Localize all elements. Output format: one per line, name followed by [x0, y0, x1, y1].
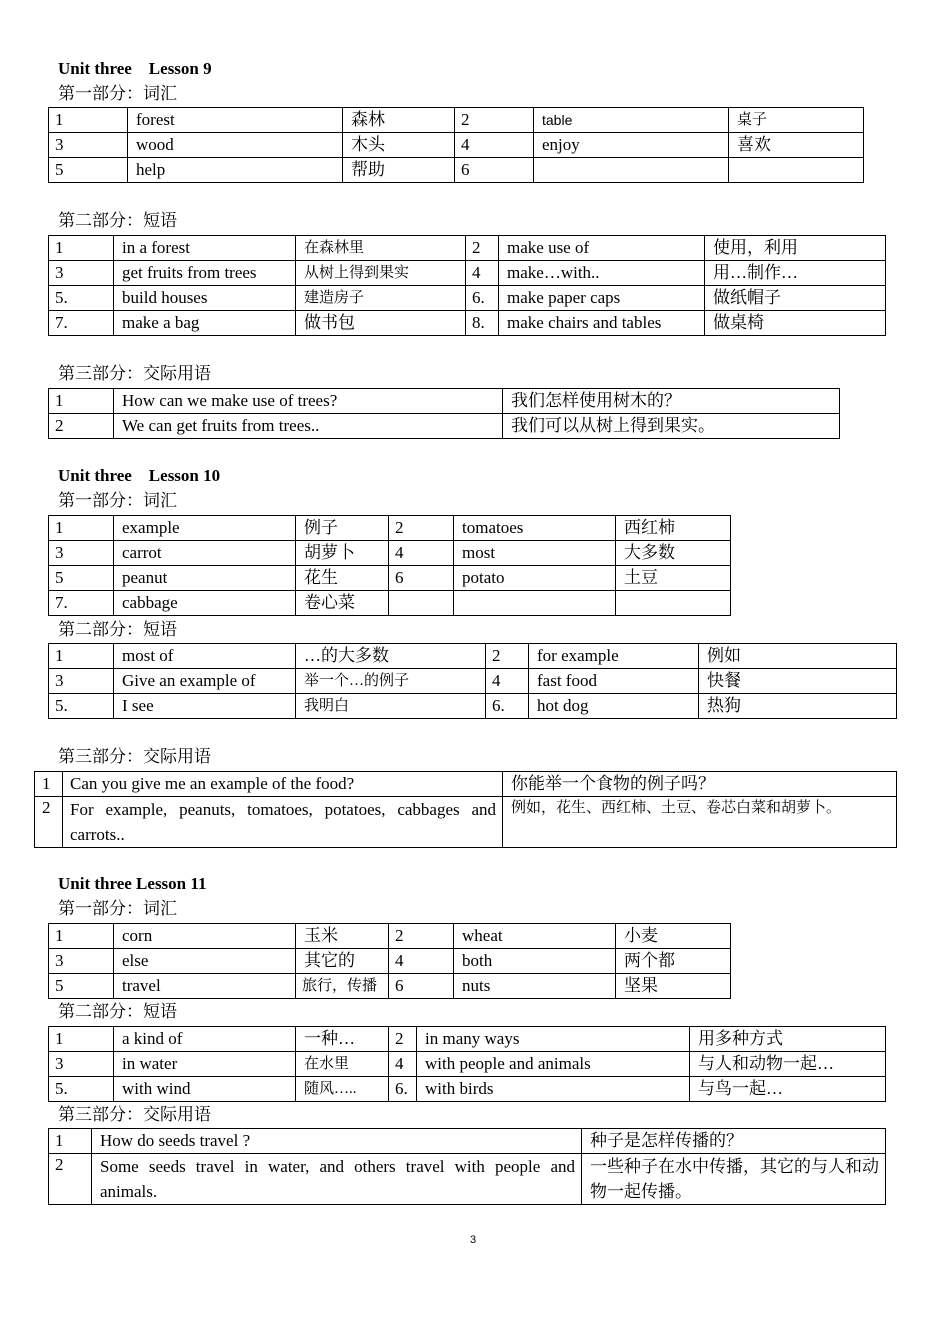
table-cell: 从树上得到果实: [296, 261, 466, 286]
table-cell: 2: [466, 236, 499, 261]
table-row: [49, 949, 731, 974]
table-cell: 与鸟一起…: [690, 1077, 886, 1102]
table-cell: 4: [466, 261, 499, 286]
table-cell: in water: [114, 1052, 296, 1077]
table-row: [49, 541, 731, 566]
table-row: [49, 516, 731, 541]
table-cell: 建造房子: [296, 286, 466, 311]
table-cell: 6.: [389, 1077, 417, 1102]
table-cell: forest: [128, 108, 343, 133]
table-cell: example: [114, 516, 296, 541]
table-row: [49, 1027, 886, 1052]
lesson10-talk-table: [34, 771, 897, 848]
table-cell: 在水里: [296, 1052, 389, 1077]
table-cell: 1: [35, 772, 63, 797]
table-row: [49, 644, 897, 669]
table-cell: in many ways: [417, 1027, 690, 1052]
table-cell: corn: [114, 924, 296, 949]
table-cell: potato: [454, 566, 616, 591]
table-row: [49, 414, 840, 439]
table-cell: 3: [49, 261, 114, 286]
table-cell: wheat: [454, 924, 616, 949]
table-cell: get fruits from trees: [114, 261, 296, 286]
table-row: [49, 974, 731, 999]
table-cell: in a forest: [114, 236, 296, 261]
lesson10-talk-heading: 第三部分：交际用语: [58, 747, 211, 766]
lesson10-vocab-heading: 第一部分：词汇: [58, 491, 177, 510]
table-cell: 6: [455, 158, 534, 183]
lesson9-phrase-heading: 第二部分：短语: [58, 211, 177, 230]
table-cell: for example: [529, 644, 699, 669]
table-row: [49, 286, 886, 311]
lesson9-title: Unit three Lesson 9: [58, 59, 212, 78]
table-cell: with birds: [417, 1077, 690, 1102]
table-row: [49, 133, 864, 158]
table-cell: table: [534, 108, 729, 133]
table-cell: 4: [389, 1052, 417, 1077]
table-cell: How can we make use of trees?: [114, 389, 503, 414]
table-cell: How do seeds travel ?: [92, 1129, 582, 1154]
table-cell: 胡萝卜: [296, 541, 389, 566]
table-cell: 5.: [49, 694, 114, 719]
table-cell: 2: [389, 516, 454, 541]
table-cell: Can you give me an example of the food?: [63, 772, 503, 797]
table-cell: fast food: [529, 669, 699, 694]
table-row: [35, 797, 897, 848]
table-cell: 土豆: [616, 566, 731, 591]
table-cell: [454, 591, 616, 616]
table-cell: 6.: [466, 286, 499, 311]
table-cell: 快餐: [699, 669, 897, 694]
lesson10-phrase-heading: 第二部分：短语: [58, 620, 177, 639]
lesson11-phrase-heading: 第二部分：短语: [58, 1002, 177, 1021]
table-cell: 3: [49, 541, 114, 566]
table-cell: 5: [49, 158, 128, 183]
table-row: [49, 158, 864, 183]
table-cell: 例如，花生、西红柿、土豆、卷芯白菜和胡萝卜。: [503, 797, 897, 848]
table-cell: make use of: [499, 236, 705, 261]
table-cell: 做书包: [296, 311, 466, 336]
table-cell: enjoy: [534, 133, 729, 158]
table-cell: 1: [49, 924, 114, 949]
table-cell: 7.: [49, 311, 114, 336]
table-cell: 6.: [486, 694, 529, 719]
lesson9-talk-table: [48, 388, 840, 439]
table-cell: I see: [114, 694, 296, 719]
table-cell: 2: [49, 414, 114, 439]
table-row: [49, 236, 886, 261]
table-cell: make a bag: [114, 311, 296, 336]
table-cell: 做纸帽子: [705, 286, 886, 311]
table-cell: 旅行，传播: [296, 974, 389, 999]
lesson11-talk-table: [48, 1128, 886, 1205]
table-cell: 热狗: [699, 694, 897, 719]
lesson11-title: Unit three Lesson 11: [58, 874, 207, 893]
table-cell: 卷心菜: [296, 591, 389, 616]
table-cell: 种子是怎样传播的？: [582, 1129, 886, 1154]
table-cell: make paper caps: [499, 286, 705, 311]
table-cell: 1: [49, 236, 114, 261]
lesson10-vocab-table: [48, 515, 731, 616]
table-cell: peanut: [114, 566, 296, 591]
table-cell: 5: [49, 974, 114, 999]
table-cell: else: [114, 949, 296, 974]
table-cell: 我们怎样使用树木的？: [503, 389, 840, 414]
table-cell: 与人和动物一起…: [690, 1052, 886, 1077]
table-cell: 2: [35, 797, 63, 848]
table-cell: 2: [389, 924, 454, 949]
table-cell: 2: [49, 1154, 92, 1205]
table-cell: most: [454, 541, 616, 566]
table-cell: 帮助: [343, 158, 455, 183]
table-row: [49, 1052, 886, 1077]
table-row: [49, 1129, 886, 1154]
table-row: [49, 1077, 886, 1102]
table-cell: 随风…..: [296, 1077, 389, 1102]
table-cell: Some seeds travel in water, and others travel with people and animals.: [92, 1154, 582, 1205]
table-cell: 3: [49, 669, 114, 694]
table-cell: [389, 591, 454, 616]
table-cell: 1: [49, 1129, 92, 1154]
table-cell: 1: [49, 108, 128, 133]
table-row: [49, 389, 840, 414]
table-cell: with wind: [114, 1077, 296, 1102]
table-cell: 2: [389, 1027, 417, 1052]
table-cell: 4: [455, 133, 534, 158]
table-cell: hot dog: [529, 694, 699, 719]
table-cell: build houses: [114, 286, 296, 311]
table-cell: [534, 158, 729, 183]
table-cell: 玉米: [296, 924, 389, 949]
table-cell: a kind of: [114, 1027, 296, 1052]
table-cell: We can get fruits from trees..: [114, 414, 503, 439]
table-row: [49, 669, 897, 694]
table-cell: 使用，利用: [705, 236, 886, 261]
table-cell: make…with..: [499, 261, 705, 286]
table-cell: 6: [389, 566, 454, 591]
table-cell: 5.: [49, 286, 114, 311]
table-cell: 1: [49, 389, 114, 414]
table-cell: 2: [486, 644, 529, 669]
table-row: [35, 772, 897, 797]
table-cell: 4: [389, 949, 454, 974]
table-cell: 1: [49, 516, 114, 541]
table-cell: 坚果: [616, 974, 731, 999]
table-row: [49, 311, 886, 336]
lesson9-talk-heading: 第三部分：交际用语: [58, 364, 211, 383]
table-cell: 我们可以从树上得到果实。: [503, 414, 840, 439]
table-cell: 大多数: [616, 541, 731, 566]
table-cell: 做桌椅: [705, 311, 886, 336]
table-cell: 一种…: [296, 1027, 389, 1052]
table-cell: 3: [49, 949, 114, 974]
table-cell: 西红柿: [616, 516, 731, 541]
table-cell: 2: [455, 108, 534, 133]
table-row: [49, 1154, 886, 1205]
table-cell: 两个都: [616, 949, 731, 974]
table-cell: cabbage: [114, 591, 296, 616]
table-cell: 6: [389, 974, 454, 999]
table-cell: 4: [389, 541, 454, 566]
table-cell: carrot: [114, 541, 296, 566]
table-cell: 其它的: [296, 949, 389, 974]
table-row: [49, 924, 731, 949]
table-cell: …的大多数: [296, 644, 486, 669]
table-row: [49, 694, 897, 719]
table-cell: tomatoes: [454, 516, 616, 541]
table-cell: 用多种方式: [690, 1027, 886, 1052]
table-row: [49, 566, 731, 591]
table-cell: 桌子: [729, 108, 864, 133]
table-cell: [616, 591, 731, 616]
table-cell: 例如: [699, 644, 897, 669]
lesson11-phrase-table: [48, 1026, 886, 1102]
table-cell: 你能举一个食物的例子吗？: [503, 772, 897, 797]
lesson9-phrase-table: [48, 235, 886, 336]
table-cell: both: [454, 949, 616, 974]
lesson11-vocab-table: [48, 923, 731, 999]
table-cell: 8.: [466, 311, 499, 336]
table-cell: 在森林里: [296, 236, 466, 261]
table-cell: wood: [128, 133, 343, 158]
table-cell: 木头: [343, 133, 455, 158]
table-cell: 7.: [49, 591, 114, 616]
table-cell: 1: [49, 644, 114, 669]
lesson11-vocab-heading: 第一部分：词汇: [58, 899, 177, 918]
table-row: [49, 261, 886, 286]
table-cell: 举一个…的例子: [296, 669, 486, 694]
table-cell: 森林: [343, 108, 455, 133]
table-cell: help: [128, 158, 343, 183]
table-cell: travel: [114, 974, 296, 999]
table-cell: 小麦: [616, 924, 731, 949]
table-cell: 5.: [49, 1077, 114, 1102]
table-cell: 用…制作…: [705, 261, 886, 286]
table-cell: 3: [49, 1052, 114, 1077]
table-cell: make chairs and tables: [499, 311, 705, 336]
lesson10-phrase-table: [48, 643, 897, 719]
lesson9-vocab-heading: 第一部分：词汇: [58, 84, 177, 103]
table-cell: 1: [49, 1027, 114, 1052]
table-cell: 3: [49, 133, 128, 158]
lesson9-vocab-table: [48, 107, 864, 183]
table-cell: most of: [114, 644, 296, 669]
table-row: [49, 108, 864, 133]
table-cell: 4: [486, 669, 529, 694]
table-cell: 一些种子在水中传播，其它的与人和动物一起传播。: [582, 1154, 886, 1205]
page-number: 3: [470, 1234, 477, 1246]
table-cell: 我明白: [296, 694, 486, 719]
table-cell: 喜欢: [729, 133, 864, 158]
table-cell: Give an example of: [114, 669, 296, 694]
table-cell: 5: [49, 566, 114, 591]
table-cell: 例子: [296, 516, 389, 541]
lesson10-title: Unit three Lesson 10: [58, 466, 221, 485]
table-cell: 花生: [296, 566, 389, 591]
table-cell: [729, 158, 864, 183]
table-row: [49, 591, 731, 616]
table-cell: with people and animals: [417, 1052, 690, 1077]
table-cell: For example, peanuts, tomatoes, potatoes, cabbages and carrots..: [63, 797, 503, 848]
lesson11-talk-heading: 第三部分：交际用语: [58, 1105, 211, 1124]
table-cell: nuts: [454, 974, 616, 999]
